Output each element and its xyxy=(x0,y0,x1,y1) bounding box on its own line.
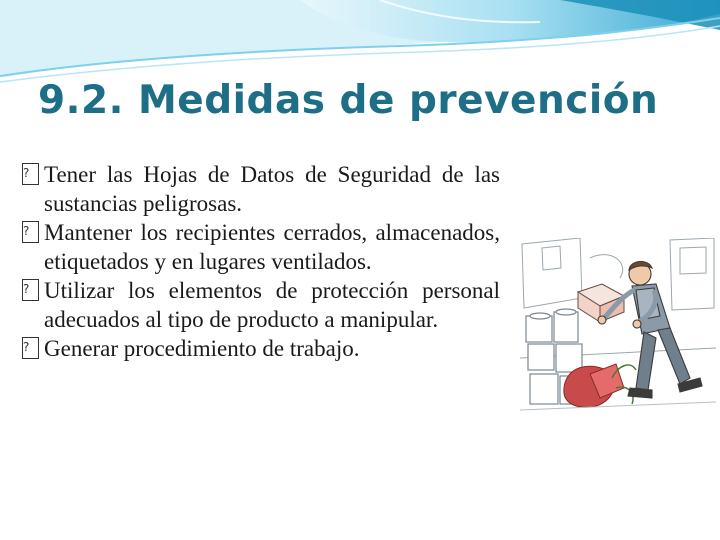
bullet-item xyxy=(22,276,500,334)
missing-glyph-icon xyxy=(22,221,39,243)
worker-illustration xyxy=(520,238,716,414)
missing-glyph-icon xyxy=(22,337,39,359)
bullet-item xyxy=(22,160,500,218)
bullet-text: Tener las Hojas de Datos de Seguridad de las sustancias peligrosas. xyxy=(44,162,500,216)
slide-title: 9.2. Medidas de prevención xyxy=(38,78,659,123)
header-wave-decoration xyxy=(0,0,720,90)
missing-glyph-icon xyxy=(22,163,39,185)
bullet-text: Utilizar los elementos de protección personal adecuados al tipo de producto a manipular. xyxy=(44,278,500,332)
bullet-item xyxy=(22,218,500,276)
bullet-text: Generar procedimiento de trabajo. xyxy=(44,336,360,361)
missing-glyph-icon xyxy=(22,279,39,301)
bullet-text: Mantener los recipientes cerrados, almacenados, etiquetados y en lugares ventilados. xyxy=(44,220,500,274)
bullet-item xyxy=(22,334,500,363)
bullet-list xyxy=(22,160,500,363)
